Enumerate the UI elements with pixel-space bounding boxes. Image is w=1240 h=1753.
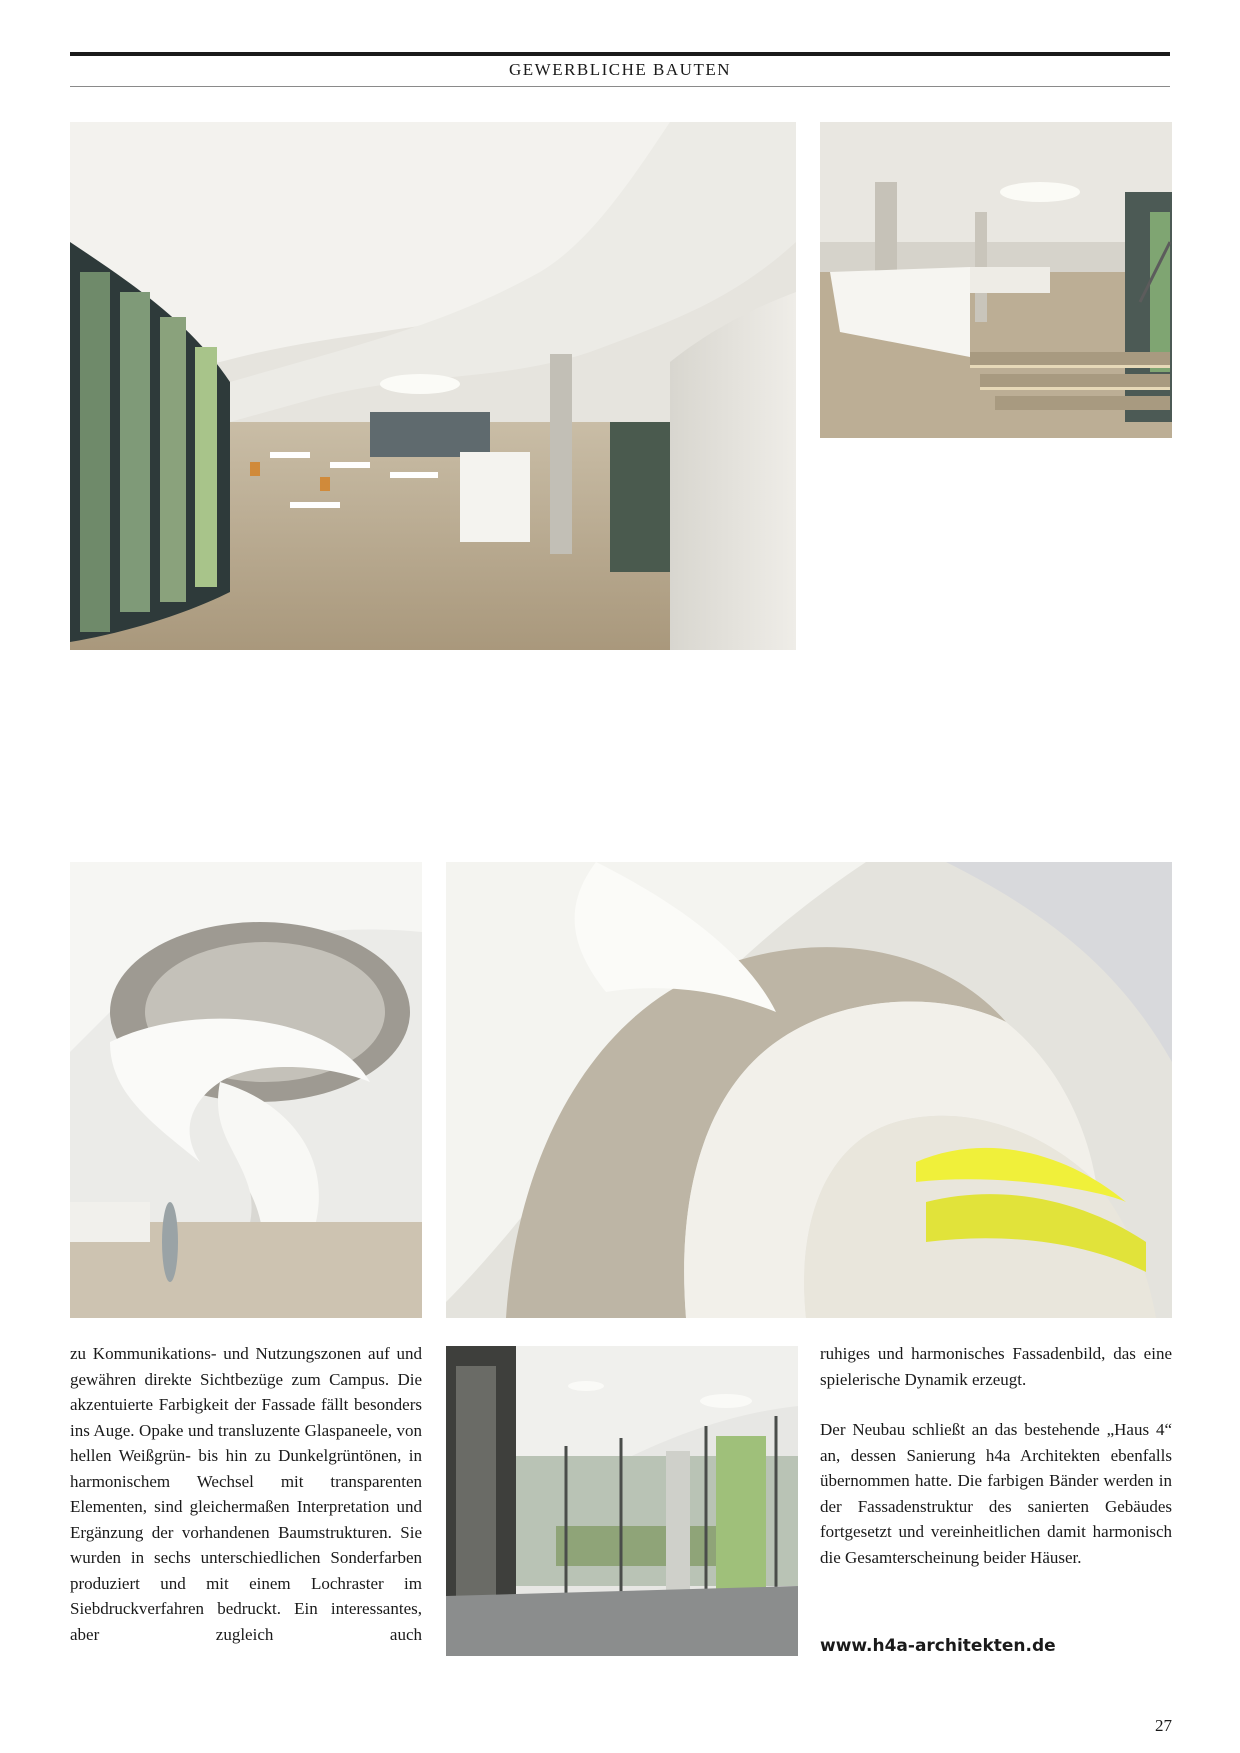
header-rule-bottom <box>70 86 1170 87</box>
photo-staircase-underside <box>446 862 1172 1318</box>
photo-staircase-underside-image <box>446 862 1172 1318</box>
body-paragraph-left: zu Kommunikations- und Nutzungszonen auf und gewähren direkte Sichtbezüge zum Campus. Die akzentuierte Farbigkeit der Fassade fällt besonders ins Auge. Opake und transluzente Glaspaneele, von hellen Weißgrün- bis hin zu Dunkelgrüntönen, in harmonischem Wechsel mit transparenten Elementen, sind gleichermaßen Interpretation und Ergänzung der vorhandenen Baumstrukturen. Sie wurden in sechs unterschiedlichen Sonderfarben produziert und mit einem Lochraster im Siebdruckverfahren bedruckt. Ein interessantes, aber zugleich auch <box>70 1344 422 1644</box>
section-title: GEWERBLICHE BAUTEN <box>508 60 731 79</box>
photo-foyer-cafeteria <box>70 122 796 650</box>
body-column-left <box>70 1341 422 1647</box>
body-column-right <box>820 1341 1172 1595</box>
body-paragraph-right-2: Der Neubau schließt an das bestehende „Haus 4“ an, dessen Sanierung h4a Architekten ebenfalls übernommen hatte. Die farbigen Bänder werden in der Fassadenstruktur des sanierten Gebäudes fortgesetzt und vereinheitlichen damit harmonisch die Gesamterscheinung beider Häuser. <box>820 1420 1172 1567</box>
page-number: 27 <box>1155 1716 1172 1735</box>
photo-glazed-corridor-image <box>446 1346 798 1656</box>
header-rule-top <box>70 52 1170 56</box>
website-link[interactable]: www.h4a-architekten.de <box>820 1636 1056 1656</box>
photo-foyer-cafeteria-image <box>70 122 796 650</box>
photo-spiral-staircase-image <box>70 862 422 1318</box>
photo-spiral-staircase <box>70 862 422 1318</box>
photo-glazed-corridor <box>446 1346 798 1656</box>
body-paragraph-right-1: ruhiges und harmonisches Fassadenbild, das eine spielerische Dynamik erzeugt. <box>820 1344 1172 1389</box>
photo-reception-counter <box>820 122 1172 438</box>
photo-reception-counter-image <box>820 122 1172 438</box>
